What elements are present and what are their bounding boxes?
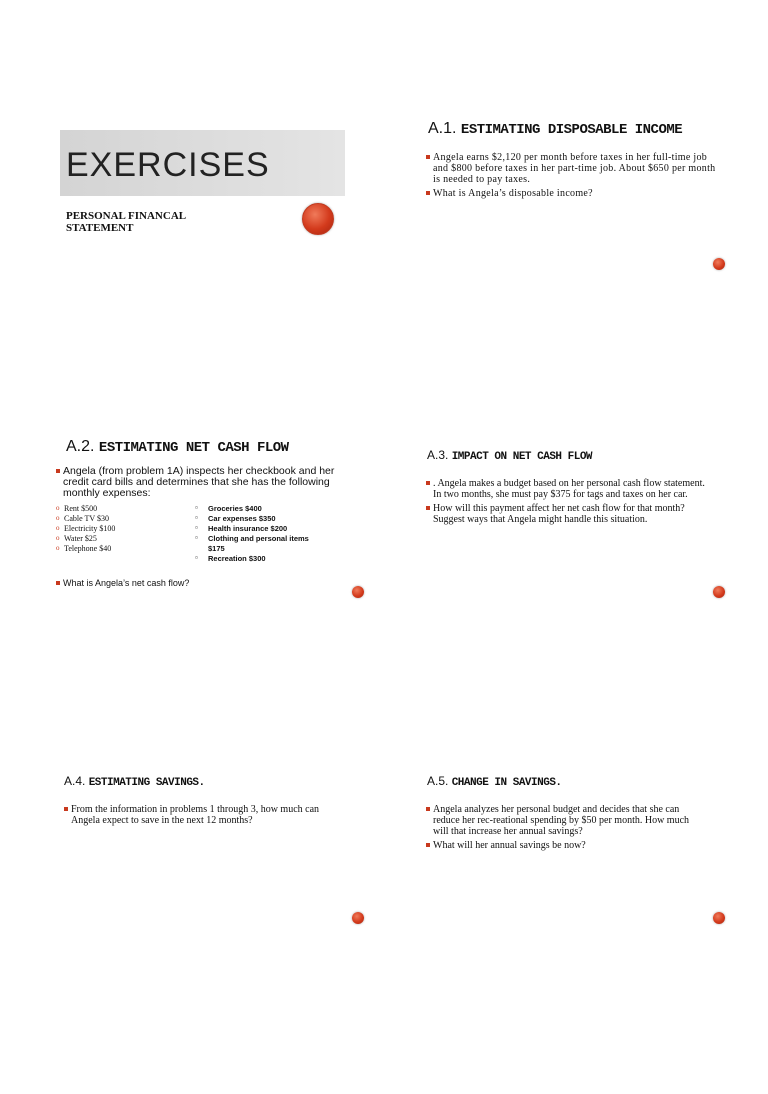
slide-heading: A.5. CHANGE IN SAVINGS. — [427, 774, 562, 789]
slide-heading: A.2. ESTIMATING NET CASH FLOW — [66, 438, 289, 456]
list-item: What is Angela’s disposable income? — [426, 188, 716, 199]
slide-marker-dot — [713, 912, 725, 924]
expense-item: ▫ Health insurance $200 — [198, 524, 318, 534]
bullet-list — [426, 478, 706, 528]
expense-item: ▫ Clothing and personal items $175 — [198, 534, 318, 554]
intro-list — [56, 466, 341, 502]
slide-marker-dot — [352, 586, 364, 598]
slide-marker-dot — [352, 912, 364, 924]
expense-item: o Cable TV $30 — [56, 514, 196, 524]
expense-item: o Water $25 — [56, 534, 196, 544]
bullet-list — [426, 804, 706, 854]
slide-title: EXERCISES — [66, 146, 270, 184]
expenses-left — [56, 504, 196, 554]
expense-item: ▫ Groceries $400 — [198, 504, 318, 514]
list-item: Angela (from problem 1A) inspects her checkbook and her credit card bills and determines that she has the following monthly expenses: — [56, 466, 341, 499]
slide-subtitle: PERSONAL FINANCAL STATEMENT — [66, 210, 187, 234]
list-item: From the information in problems 1 through 3, how much can Angela expect to save in the next 12 months? — [64, 804, 344, 826]
slide-a3 — [384, 420, 768, 754]
expenses-right — [198, 504, 318, 564]
list-item: Angela earns $2,120 per month before taxes in her full-time job and $800 before taxes in her part-time job. About $650 per month is needed to pay taxes. — [426, 152, 716, 185]
slide-heading: A.4. ESTIMATING SAVINGS. — [64, 774, 205, 789]
expense-item: o Electricity $100 — [56, 524, 196, 534]
slide-a5 — [384, 760, 768, 1094]
question-list — [56, 578, 316, 592]
list-item: What will her annual savings be now? — [426, 840, 706, 851]
bullet-list — [64, 804, 344, 829]
list-item: How will this payment affect her net cash flow for that month? Suggest ways that Angela might handle this situation. — [426, 503, 706, 525]
slide-heading: A.3. IMPACT ON NET CASH FLOW — [427, 448, 593, 463]
list-item: Angela analyzes her personal budget and decides that she can reduce her rec-reational spending by $50 per month. How much will that increase her annual savings? — [426, 804, 706, 837]
decorative-circle — [302, 203, 334, 235]
list-item: . Angela makes a budget based on her personal cash flow statement. In two months, she must pay $375 for tags and taxes on her car. — [426, 478, 706, 500]
expense-item: ▫ Car expenses $350 — [198, 514, 318, 524]
expense-item: o Telephone $40 — [56, 544, 196, 554]
slide-marker-dot — [713, 258, 725, 270]
slide-a1 — [384, 0, 768, 334]
slide-a2 — [0, 420, 384, 754]
slide-exercises — [0, 0, 384, 334]
bullet-list — [426, 152, 716, 202]
slide-marker-dot — [713, 586, 725, 598]
expense-item: ▫ Recreation $300 — [198, 554, 318, 564]
list-item: What is Angela’s net cash flow? — [56, 578, 316, 589]
expense-item: o Rent $500 — [56, 504, 196, 514]
slide-heading: A.1. ESTIMATING DISPOSABLE INCOME — [428, 120, 683, 138]
slide-a4 — [0, 760, 384, 1094]
